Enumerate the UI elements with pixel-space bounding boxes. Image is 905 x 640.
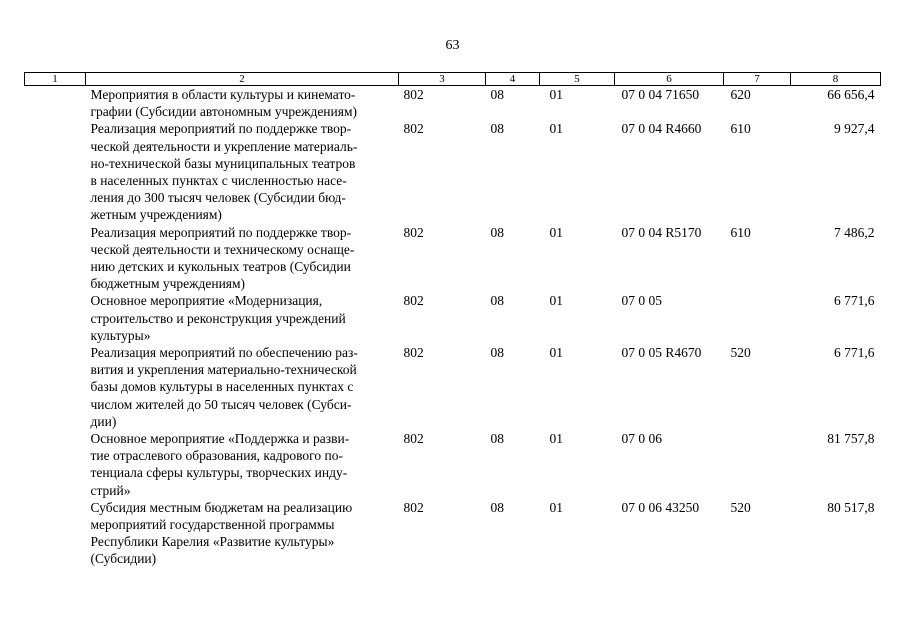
amount-value: 6 771,6 — [834, 345, 875, 361]
subsection-code: 01 — [549, 224, 563, 240]
table-row — [25, 430, 881, 499]
budget-table — [24, 72, 881, 568]
subsection-code: 01 — [549, 87, 563, 102]
subsection-code: 01 — [549, 293, 563, 309]
section-code: 08 — [490, 121, 504, 137]
description-line: строительство и реконструкция учреждений — [90, 310, 346, 326]
row-index-cell — [25, 224, 86, 293]
table-body — [25, 86, 881, 568]
expense-type-code: 520 — [730, 345, 751, 361]
subsection-code: 01 — [549, 345, 563, 361]
description-line: дии) — [90, 413, 117, 429]
amount-value: 80 517,8 — [827, 499, 875, 515]
section-code: 08 — [490, 87, 504, 102]
row-index-cell — [25, 292, 86, 344]
amount-value: 81 757,8 — [827, 431, 875, 447]
amount-value: 9 927,4 — [834, 121, 875, 137]
target-article-code: 07 0 05 — [621, 293, 662, 309]
column-header-2: 2 — [86, 73, 399, 86]
table-row — [25, 224, 881, 293]
description-line: Субсидия местным бюджетам на реализацию — [90, 499, 353, 515]
table-row — [25, 86, 881, 121]
expense-type-code — [724, 292, 791, 344]
description-line: Мероприятия в области культуры и кинемато- — [90, 87, 356, 102]
target-article-code: 07 0 04 R4660 — [621, 121, 702, 137]
row-index-cell — [25, 86, 86, 121]
description-line: Республики Карелия «Развитие культуры» — [90, 534, 335, 550]
description-line: жетным учреждениям) — [90, 207, 222, 223]
ministry-code: 802 — [403, 345, 424, 361]
description-line: вития и укрепления материально-технической — [90, 362, 357, 378]
description-line: культуры» — [90, 327, 151, 343]
description-line: ческой деятельности и техническому оснаще- — [90, 241, 355, 257]
column-header-5: 5 — [540, 73, 615, 86]
description-line: Реализация мероприятий по поддержке твор- — [90, 121, 352, 137]
amount-value: 66 656,4 — [827, 87, 875, 102]
ministry-code: 802 — [403, 87, 424, 102]
row-index-cell — [25, 120, 86, 223]
expense-type-code: 610 — [730, 121, 751, 137]
expense-type-code: 520 — [730, 499, 751, 515]
description-line: числом жителей до 50 тысяч человек (Субси- — [90, 396, 352, 412]
amount-value: 6 771,6 — [834, 293, 875, 309]
expense-type-code — [724, 430, 791, 499]
description-line: но-технической базы муниципальных театров — [90, 155, 356, 171]
description-line: графии (Субсидии автономным учреждениям) — [90, 104, 358, 120]
ministry-code: 802 — [403, 224, 424, 240]
target-article-code: 07 0 06 — [621, 431, 662, 447]
target-article-code: 07 0 04 71650 — [621, 87, 700, 102]
section-code: 08 — [490, 293, 504, 309]
section-code: 08 — [490, 499, 504, 515]
page-number: 63 — [445, 38, 460, 53]
ministry-code: 802 — [403, 121, 424, 137]
table-row — [25, 120, 881, 223]
description-line: тие отраслевого образования, кадрового по- — [90, 448, 343, 464]
description-line: Основное мероприятие «Модернизация, — [90, 293, 323, 309]
row-index-cell — [25, 499, 86, 568]
column-header-1: 1 — [25, 73, 86, 86]
row-description — [86, 292, 399, 344]
row-description — [86, 499, 399, 568]
row-index-cell — [25, 344, 86, 430]
subsection-code: 01 — [549, 431, 563, 447]
description-line: ческой деятельности и укрепление материаль- — [90, 138, 358, 154]
description-line: ления до 300 тысяч человек (Субсидии бюд- — [90, 190, 346, 206]
expense-type-code: 610 — [730, 224, 751, 240]
column-number-header-row — [25, 73, 881, 86]
target-article-code: 07 0 06 43250 — [621, 499, 700, 515]
row-description — [86, 120, 399, 223]
description-line: стрий» — [90, 482, 131, 498]
table-row — [25, 292, 881, 344]
subsection-code: 01 — [549, 121, 563, 137]
section-code: 08 — [490, 224, 504, 240]
table-row — [25, 499, 881, 568]
row-description — [86, 430, 399, 499]
target-article-code: 07 0 04 R5170 — [621, 224, 702, 240]
ministry-code: 802 — [403, 431, 424, 447]
target-article-code: 07 0 05 R4670 — [621, 345, 702, 361]
ministry-code: 802 — [403, 293, 424, 309]
column-header-6: 6 — [615, 73, 724, 86]
amount-value: 7 486,2 — [834, 224, 875, 240]
row-description — [86, 224, 399, 293]
column-header-3: 3 — [399, 73, 486, 86]
ministry-code: 802 — [403, 499, 424, 515]
expense-type-code: 620 — [730, 87, 751, 102]
column-header-7: 7 — [724, 73, 791, 86]
description-line: Реализация мероприятий по обеспечению раз- — [90, 345, 358, 361]
description-line: (Субсидии) — [90, 551, 157, 567]
section-code: 08 — [490, 431, 504, 447]
row-index-cell — [25, 430, 86, 499]
column-header-8: 8 — [791, 73, 881, 86]
description-line: в населенных пунктах с численностью насе- — [90, 173, 347, 189]
row-description — [86, 344, 399, 430]
column-header-4: 4 — [486, 73, 540, 86]
description-line: Основное мероприятие «Поддержка и разви- — [90, 431, 350, 447]
description-line: тенциала сферы культуры, творческих инду- — [90, 465, 348, 481]
subsection-code: 01 — [549, 499, 563, 515]
description-line: бюджетным учреждениям) — [90, 276, 246, 292]
table-row — [25, 344, 881, 430]
description-line: базы домов культуры в населенных пунктах с — [90, 379, 354, 395]
description-line: нию детских и кукольных театров (Субсидии — [90, 259, 351, 275]
description-line: Реализация мероприятий по поддержке твор- — [90, 224, 352, 240]
description-line: мероприятий государственной программы — [90, 517, 335, 533]
row-description — [86, 86, 399, 121]
section-code: 08 — [490, 345, 504, 361]
